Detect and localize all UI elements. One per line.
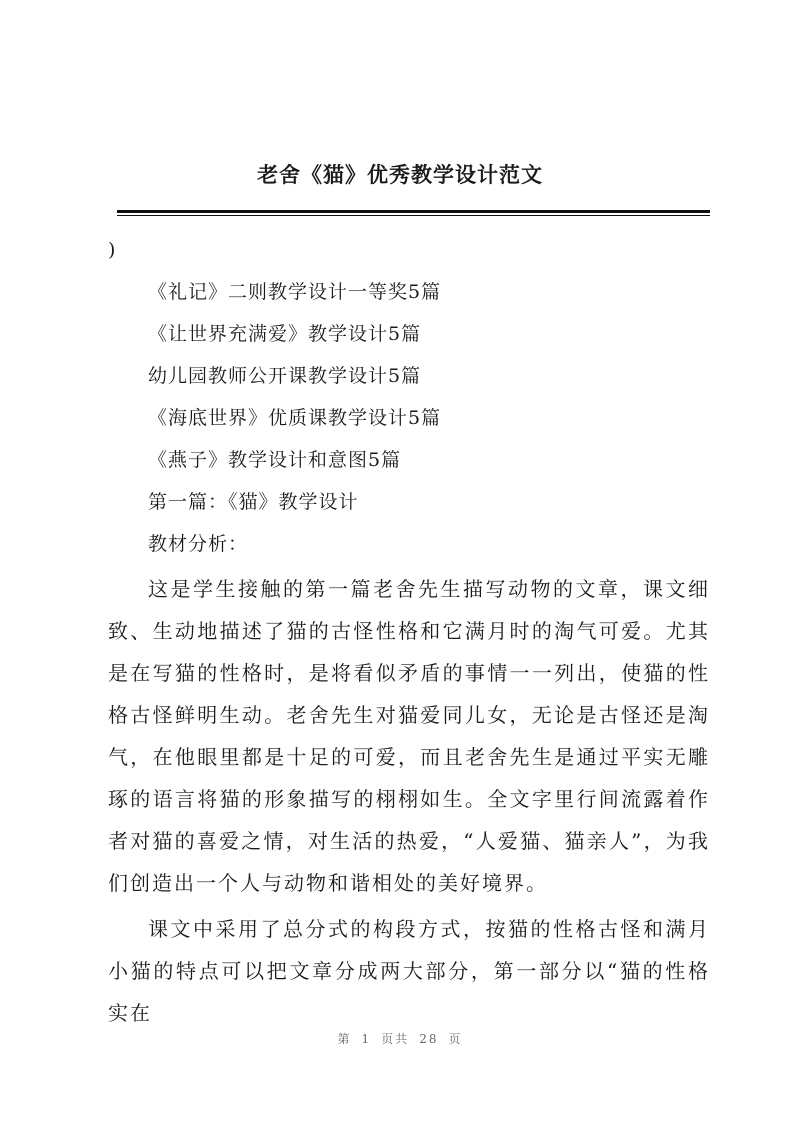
stray-parenthesis: ) bbox=[108, 239, 117, 261]
related-link[interactable]: 《海底世界》优质课教学设计5篇 bbox=[148, 407, 442, 429]
related-link[interactable]: 幼儿园教师公开课教学设计5篇 bbox=[148, 365, 422, 387]
page-label-suffix: 页 bbox=[448, 1032, 463, 1046]
related-link[interactable]: 《礼记》二则教学设计一等奖5篇 bbox=[148, 281, 442, 303]
document-body bbox=[108, 229, 710, 1034]
subheading: 教材分析： bbox=[148, 533, 249, 555]
section-heading: 第一篇：《猫》教学设计 bbox=[148, 491, 359, 513]
title-underline-thin bbox=[117, 215, 710, 216]
related-link[interactable]: 《燕子》教学设计和意图5篇 bbox=[148, 449, 402, 471]
related-link[interactable]: 《让世界充满爱》教学设计5篇 bbox=[148, 323, 422, 345]
page-title: 老舍《猫》优秀教学设计范文 bbox=[257, 163, 543, 187]
total-pages: 28 bbox=[419, 1032, 439, 1046]
body-paragraph: 这是学生接触的第一篇老舍先生描写动物的文章，课文细致、生动地描述了猫的古怪性格和它满月时的淘气可爱。尤其是在写猫的性格时，是将看似矛盾的事情一一列出，使猫的性格古怪鲜明生动。老舍先生对猫爱同儿女，无论是古怪还是淘气，在他眼里都是十足的可爱，而且老舍先生是通过平实无雕琢的语言将猫的形象描写的栩栩如生。全文字里行间流露着作者对猫的喜爱之情，对生活的热爱，“人爱猫、猫亲人”，为我们创造出一个人与动物和谐相处的美好境界。 bbox=[108, 577, 710, 895]
page-footer bbox=[0, 1030, 800, 1047]
current-page-number: 1 bbox=[361, 1032, 372, 1046]
page-label-mid: 页共 bbox=[381, 1032, 410, 1046]
page-label-prefix: 第 bbox=[337, 1032, 352, 1046]
title-underline bbox=[117, 210, 710, 213]
body-paragraph: 课文中采用了总分式的构段方式，按猫的性格古怪和满月小猫的特点可以把文章分成两大部分，第一部分以“猫的性格实在 bbox=[108, 917, 710, 1025]
